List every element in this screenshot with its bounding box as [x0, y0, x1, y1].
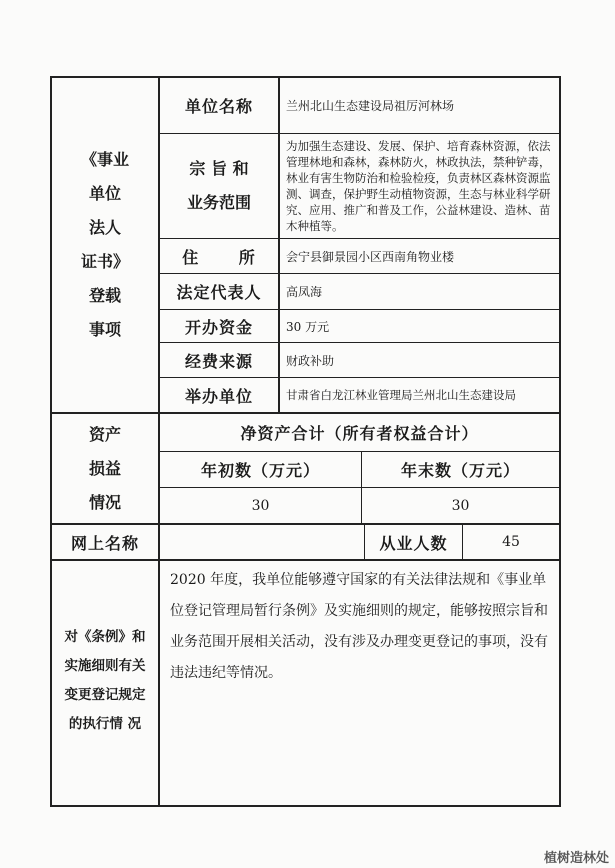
execution-title-line: 对《条例》和 — [64, 629, 146, 645]
year-end-value: 30 — [451, 497, 470, 514]
execution-title-line: 的执行情 况 — [68, 716, 142, 732]
assets-title-line: 资产 — [88, 424, 121, 444]
unit-name-label: 单位名称 — [184, 97, 253, 116]
footer-stamp: 植树造林处 — [543, 851, 609, 866]
funding-value: 财政补助 — [286, 353, 335, 368]
assets-title-line: 情况 — [88, 492, 121, 512]
net-assets-header: 净资产合计（所有者权益合计） — [240, 424, 479, 443]
capital-value: 30 万元 — [286, 319, 330, 334]
funding-label: 经费来源 — [184, 351, 253, 371]
sponsor-value: 甘肃省白龙江林业管理局兰州北山生态建设局 — [286, 388, 516, 402]
registration-title-line: 《事业 — [80, 150, 129, 169]
registration-title-line: 证书》 — [80, 252, 129, 271]
execution-title — [52, 561, 158, 805]
year-end-label: 年末数（万元） — [400, 461, 520, 480]
border-right — [559, 76, 561, 807]
address-value: 会宁县御景园小区西南角物业楼 — [286, 249, 455, 264]
online-name-label: 网上名称 — [70, 533, 139, 553]
registration-title-line: 事项 — [88, 320, 121, 339]
registration-title-line: 法人 — [88, 218, 121, 237]
border-bottom — [50, 805, 561, 807]
year-start-label: 年初数（万元） — [200, 461, 320, 480]
purpose-value: 为加强生态建设、发展、保护、培育森林资源，依法管理林地和森林，森林防火，林政执法，禁种铲毒，林业有害生物防治和检验检疫，负责林区森林资源监测、调查，保护野生动植物资源，生态与林业科学研究、应用、推广和普及工作，公益林建设、造林、苗木种植等。 — [286, 139, 551, 233]
staff-count-value: 45 — [502, 534, 520, 550]
capital-label: 开办资金 — [184, 317, 253, 337]
online-name-value — [160, 525, 364, 559]
sponsor-label: 举办单位 — [184, 386, 253, 406]
legal-rep-label: 法定代表人 — [176, 283, 262, 302]
purpose-label-line: 业务范围 — [186, 193, 251, 212]
address-label: 住 所 — [182, 247, 256, 267]
registration-title-line: 登载 — [88, 286, 121, 305]
unit-name-value: 兰州北山生态建设局祖厉河林场 — [286, 99, 455, 113]
assets-title — [52, 414, 158, 523]
assets-title-line: 损益 — [88, 458, 121, 478]
execution-title-line: 变更登记规定 — [64, 687, 146, 703]
registration-title — [52, 78, 158, 412]
execution-text: 2020 年度，我单位能够遵守国家的有关法律法规和《事业单位登记管理局暂行条例》及实施细则的规定，能够按照宗旨和业务范围开展相关活动，没有涉及办理变更登记的事项，没有违法违纪等情况。 — [170, 572, 548, 681]
staff-count-label: 从业人数 — [379, 533, 448, 553]
year-start-value: 30 — [251, 497, 270, 514]
execution-title-line: 实施细则有关 — [64, 658, 146, 674]
registration-title-line: 单位 — [88, 184, 121, 203]
purpose-label-line: 宗 旨 和 — [189, 159, 249, 178]
legal-rep-value: 高凤海 — [286, 285, 323, 299]
purpose-label — [160, 134, 278, 238]
